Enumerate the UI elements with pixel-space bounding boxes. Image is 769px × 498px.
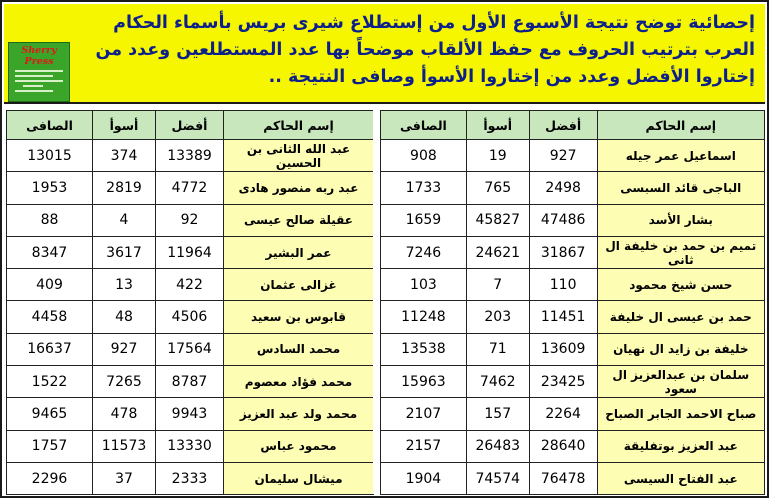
table-row <box>381 398 765 430</box>
worst-cell: 71 <box>466 333 529 365</box>
table-row <box>381 462 765 494</box>
column-header-worst: أسوأ <box>466 111 529 140</box>
best-cell: 47486 <box>529 204 597 236</box>
logo-brand: Sherry Press <box>21 45 57 67</box>
ruler-name-cell: حمد بن عيسى ال خليفة <box>597 301 764 333</box>
right-rulers-table <box>380 110 765 495</box>
table-row <box>7 236 374 268</box>
worst-cell: 4 <box>93 204 156 236</box>
best-cell: 28640 <box>529 430 597 462</box>
ruler-name-cell: عمر البشير <box>224 236 374 268</box>
column-header-name: إسم الحاكم <box>597 111 764 140</box>
ruler-name-cell: عبد الله الثانى بن الحسين <box>224 140 374 172</box>
best-cell: 2333 <box>156 462 224 494</box>
ruler-name-cell: عبد العزيز بوتفليقة <box>597 430 764 462</box>
table-header-row <box>381 111 765 140</box>
column-header-name: إسم الحاكم <box>224 111 374 140</box>
best-cell: 9943 <box>156 398 224 430</box>
column-header-net: الصافى <box>7 111 93 140</box>
column-header-worst: أسوأ <box>93 111 156 140</box>
ruler-name-cell: خليفة بن زايد ال نهيان <box>597 333 764 365</box>
worst-cell: 7265 <box>93 366 156 398</box>
table-row <box>381 172 765 204</box>
table-row <box>381 301 765 333</box>
ruler-name-cell: صباح الاحمد الجابر الصباح <box>597 398 764 430</box>
ruler-name-cell: غزالى عثمان <box>224 269 374 301</box>
sherry-press-logo <box>8 42 70 102</box>
best-cell: 13609 <box>529 333 597 365</box>
best-cell: 11451 <box>529 301 597 333</box>
net-cell: 4458 <box>7 301 93 333</box>
best-cell: 11964 <box>156 236 224 268</box>
ruler-name-cell: ميشال سليمان <box>224 462 374 494</box>
net-cell: 1659 <box>381 204 467 236</box>
logo-line <box>15 70 63 72</box>
best-cell: 92 <box>156 204 224 236</box>
best-cell: 110 <box>529 269 597 301</box>
header-banner <box>4 4 765 104</box>
best-cell: 17564 <box>156 333 224 365</box>
ruler-name-cell: عقيلة صالح عيسى <box>224 204 374 236</box>
worst-cell: 13 <box>93 269 156 301</box>
net-cell: 908 <box>381 140 467 172</box>
table-row <box>7 366 374 398</box>
worst-cell: 45827 <box>466 204 529 236</box>
table-row <box>381 366 765 398</box>
table-gap <box>373 110 380 494</box>
best-cell: 927 <box>529 140 597 172</box>
table-row <box>7 301 374 333</box>
table-row <box>7 269 374 301</box>
worst-cell: 48 <box>93 301 156 333</box>
table-header-row <box>7 111 374 140</box>
ruler-name-cell: محمد ولد عبد العزيز <box>224 398 374 430</box>
net-cell: 8347 <box>7 236 93 268</box>
worst-cell: 7 <box>466 269 529 301</box>
net-cell: 13538 <box>381 333 467 365</box>
best-cell: 4772 <box>156 172 224 204</box>
best-cell: 422 <box>156 269 224 301</box>
worst-cell: 927 <box>93 333 156 365</box>
worst-cell: 2819 <box>93 172 156 204</box>
ruler-name-cell: سلمان بن عبدالعزيز ال سعود <box>597 366 764 398</box>
net-cell: 16637 <box>7 333 93 365</box>
net-cell: 13015 <box>7 140 93 172</box>
table-row <box>7 333 374 365</box>
table-row <box>381 269 765 301</box>
table-row <box>381 140 765 172</box>
ruler-name-cell: قابوس بن سعيد <box>224 301 374 333</box>
best-cell: 31867 <box>529 236 597 268</box>
net-cell: 7246 <box>381 236 467 268</box>
table-row <box>7 140 374 172</box>
best-cell: 13330 <box>156 430 224 462</box>
best-cell: 76478 <box>529 462 597 494</box>
table-row <box>7 204 374 236</box>
net-cell: 103 <box>381 269 467 301</box>
ruler-name-cell: محمد فؤاد معصوم <box>224 366 374 398</box>
net-cell: 11248 <box>381 301 467 333</box>
net-cell: 1733 <box>381 172 467 204</box>
table-row <box>7 430 374 462</box>
ruler-name-cell: اسماعيل عمر جيله <box>597 140 764 172</box>
worst-cell: 37 <box>93 462 156 494</box>
header-text: إحصائية توضح نتيجة الأسبوع الأول من إستطلاع شيرى بريس بأسماء الحكام العرب بترتيب الحروف مع حفظ الألقاب موضحاً بها عدد المستطلعين وعدد من إختاروا الأفضل وعدد من إختاروا الأسوأ وصافى النتيجة .. <box>95 13 755 87</box>
table-row <box>381 430 765 462</box>
ruler-name-cell: عبد الفتاح السيسى <box>597 462 764 494</box>
column-header-net: الصافى <box>381 111 467 140</box>
net-cell: 1757 <box>7 430 93 462</box>
ruler-name-cell: محمود عباس <box>224 430 374 462</box>
worst-cell: 26483 <box>466 430 529 462</box>
column-header-best: أفضل <box>156 111 224 140</box>
logo-line <box>23 85 43 87</box>
table-row <box>381 236 765 268</box>
worst-cell: 7462 <box>466 366 529 398</box>
worst-cell: 157 <box>466 398 529 430</box>
worst-cell: 74574 <box>466 462 529 494</box>
best-cell: 23425 <box>529 366 597 398</box>
worst-cell: 3617 <box>93 236 156 268</box>
tables-area <box>6 110 765 494</box>
worst-cell: 19 <box>466 140 529 172</box>
net-cell: 2157 <box>381 430 467 462</box>
net-cell: 88 <box>7 204 93 236</box>
net-cell: 409 <box>7 269 93 301</box>
logo-line <box>15 90 53 92</box>
best-cell: 4506 <box>156 301 224 333</box>
table-row <box>7 462 374 494</box>
worst-cell: 24621 <box>466 236 529 268</box>
net-cell: 1904 <box>381 462 467 494</box>
table-row <box>381 333 765 365</box>
worst-cell: 203 <box>466 301 529 333</box>
ruler-name-cell: بشار الأسد <box>597 204 764 236</box>
left-rulers-table <box>6 110 374 495</box>
net-cell: 9465 <box>7 398 93 430</box>
net-cell: 2107 <box>381 398 467 430</box>
table-row <box>381 204 765 236</box>
column-header-best: أفضل <box>529 111 597 140</box>
table-row <box>7 398 374 430</box>
ruler-name-cell: الباجى قائد السبسى <box>597 172 764 204</box>
best-cell: 13389 <box>156 140 224 172</box>
logo-line <box>15 80 63 82</box>
ruler-name-cell: عبد ربه منصور هادى <box>224 172 374 204</box>
worst-cell: 374 <box>93 140 156 172</box>
net-cell: 15963 <box>381 366 467 398</box>
ruler-name-cell: محمد السادس <box>224 333 374 365</box>
worst-cell: 765 <box>466 172 529 204</box>
net-cell: 1953 <box>7 172 93 204</box>
best-cell: 2498 <box>529 172 597 204</box>
worst-cell: 11573 <box>93 430 156 462</box>
logo-line <box>15 75 53 77</box>
net-cell: 2296 <box>7 462 93 494</box>
worst-cell: 478 <box>93 398 156 430</box>
table-row <box>7 172 374 204</box>
best-cell: 2264 <box>529 398 597 430</box>
ruler-name-cell: حسن شيخ محمود <box>597 269 764 301</box>
ruler-name-cell: تميم بن حمد بن خليفة ال ثانى <box>597 236 764 268</box>
best-cell: 8787 <box>156 366 224 398</box>
net-cell: 1522 <box>7 366 93 398</box>
